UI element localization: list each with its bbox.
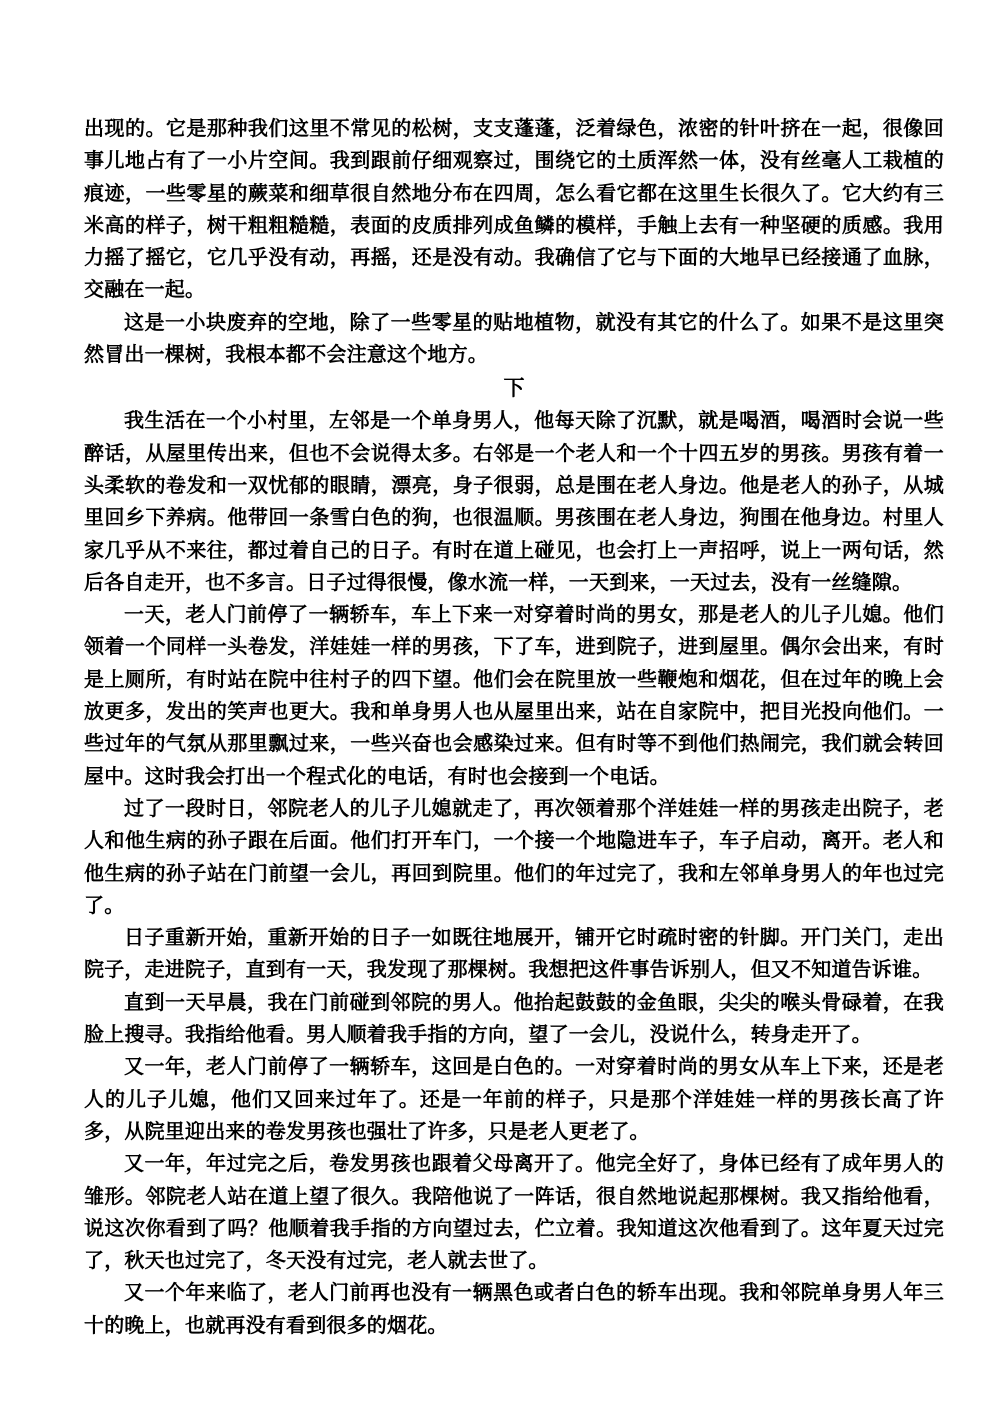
paragraph-departure: 过了一段时日，邻院老人的儿子儿媳就走了，再次领着那个洋娃娃一样的男孩走出院子，老人和他生病的孙子跟在后面。他们打开车门，一个接一个地隐进车子，车子启动，离开。老人和他生病的孙子站在门前望一会儿，再回到院里。他们的年过完了，我和左邻单身男人的年也过完了。 xyxy=(84,795,944,917)
paragraph-village-neighbors: 我生活在一个小村里，左邻是一个单身男人，他每天除了沉默，就是喝酒，喝酒时会说一些醉话，从屋里传出来，但也不会说得太多。右邻是一个老人和一个十四五岁的男孩。男孩有着一头柔软的卷发和一双忧郁的眼睛，漂亮，身子很弱，总是围在老人身边。他是老人的孙子，从城里回乡下养病。他带回一条雪白色的狗，也很温顺。男孩围在老人身边，狗围在他身边。村里人家几乎从不来往，都过着自己的日子。有时在道上碰见，也会打上一声招呼，说上一两句话，然后各自走开，也不多言。日子过得很慢，像水流一样，一天到来，一天过去，没有一丝缝隙。 xyxy=(84,408,944,594)
paragraph-final-new-year: 又一个年来临了，老人门前再也没有一辆黑色或者白色的轿车出现。我和邻院单身男人年三十的晚上，也就再没有看到很多的烟花。 xyxy=(84,1280,944,1337)
paragraph-pine-tree-description: 出现的。它是那种我们这里不常见的松树，支支蓬蓬，泛着绿色，浓密的针叶挤在一起，很像回事儿地占有了一小片空间。我到跟前仔细观察过，围绕它的土质浑然一体，没有丝毫人工栽植的痕迹，一些零星的蕨菜和细草很自然地分布在四周，怎么看它都在这里生长很久了。它大约有三米高的样子，树干粗粗糙糙，表面的皮质排列成鱼鳞的模样，手触上去有一种坚硬的质感。我用力摇了摇它，它几乎没有动，再摇，还是没有动。我确信了它与下面的大地早已经接通了血脉，交融在一起。 xyxy=(84,116,944,302)
paragraph-new-year-visit: 一天，老人门前停了一辆轿车，车上下来一对穿着时尚的男女，那是老人的儿子儿媳。他们领着一个同样一头卷发，洋娃娃一样的男孩，下了车，进到院子，进到屋里。偶尔会出来，有时是上厕所，有时站在院中往村子的四下望。他们会在院里放一些鞭炮和烟花，但在过年的晚上会放更多，发出的笑声也更大。我和单身男人也从屋里出来，站在自家院中，把目光投向他们。一些过年的气氛从那里飘过来，一些兴奋也会感染过来。但有时等不到他们热闹完，我们就会转回屋中。这时我会打出一个程式化的电话，有时也会接到一个电话。 xyxy=(84,602,944,788)
paragraph-found-tree: 日子重新开始，重新开始的日子一如既往地展开，铺开它时疏时密的针脚。开门关门，走出院子，走进院子，直到有一天，我发现了那棵树。我想把这件事告诉别人，但又不知道告诉谁。 xyxy=(84,925,944,982)
paragraph-white-car: 又一年，老人门前停了一辆轿车，这回是白色的。一对穿着时尚的男女从车上下来，还是老人的儿子儿媳，他们又回来过年了。还是一年前的样子，只是那个洋娃娃一样的男孩长高了许多，从院里迎出来的卷发男孩也强壮了许多，只是老人更老了。 xyxy=(84,1054,944,1143)
section-heading: 下 xyxy=(503,376,525,401)
paragraph-neighbor-man: 直到一天早晨，我在门前碰到邻院的男人。他抬起鼓鼓的金鱼眼，尖尖的喉头骨碌着，在我脸上搜寻。我指给他看。男人顺着我手指的方向，望了一会儿，没说什么，转身走开了。 xyxy=(84,989,944,1047)
paragraph-abandoned-land: 这是一小块废弃的空地，除了一些零星的贴地植物，就没有其它的什么了。如果不是这里突然冒出一棵树，我根本都不会注意这个地方。 xyxy=(84,309,944,367)
paragraph-old-man-sees-tree: 又一年，年过完之后，卷发男孩也跟着父母离开了。他完全好了，身体已经有了成年男人的雏形。邻院老人站在道上望了很久。我陪他说了一阵话，很自然地说起那棵树。我又指给他看，说这次你看到了吗？他顺着我手指的方向望过去，伫立着。我知道这次他看到了。这年夏天过完了，秋天也过完了，冬天没有过完，老人就去世了。 xyxy=(84,1151,944,1273)
